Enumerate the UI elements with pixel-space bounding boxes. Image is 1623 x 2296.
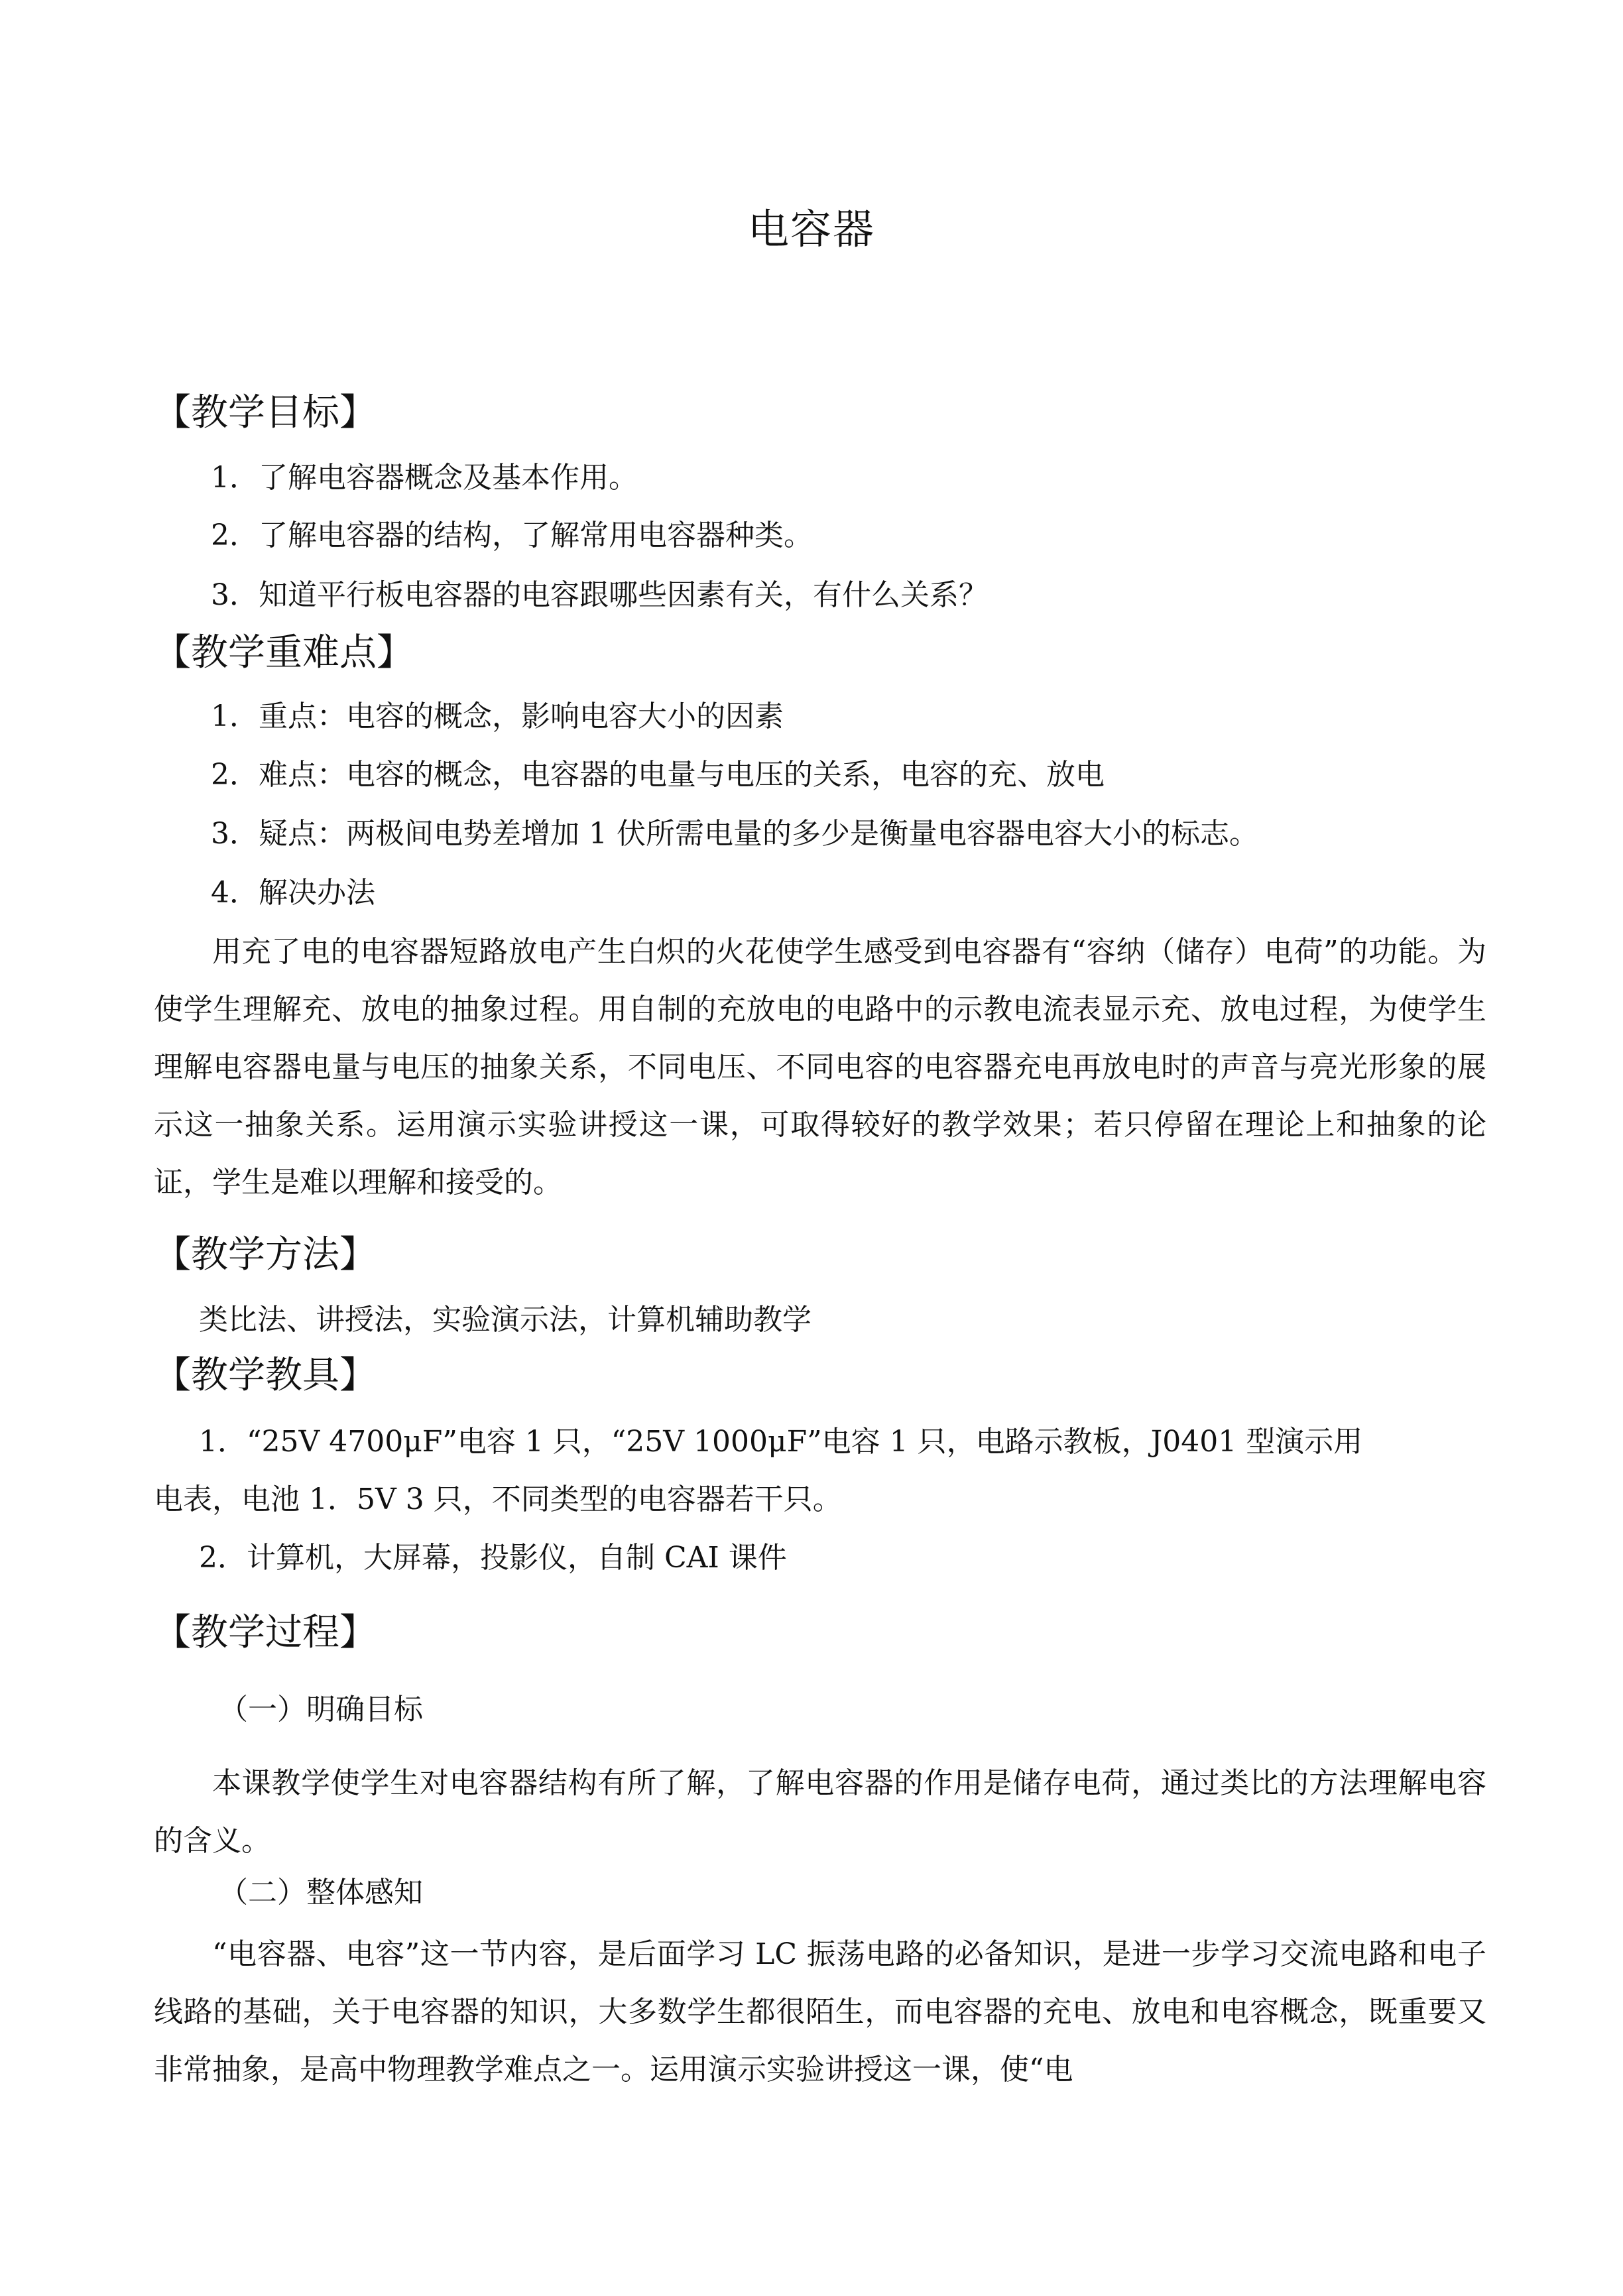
process-subheading-2: （二）整体感知: [219, 1876, 423, 1909]
process-subheading-1: （一）明确目标: [219, 1693, 423, 1726]
heading-tools: 【教学教具】: [154, 1354, 377, 1397]
tools-item-1-line-1: 1．“25V 4700μF”电容 1 只，“25V 1000μF”电容 1 只，电路示教板，J0401 型演示用: [199, 1425, 1363, 1459]
tools-item-2: 2．计算机，大屏幕，投影仪，自制 CAI 课件: [199, 1541, 787, 1575]
heading-methods: 【教学方法】: [154, 1233, 377, 1276]
difficulty-solution-paragraph: 用充了电的电容器短路放电产生白炽的火花使学生感受到电容器有“容纳（储存）电荷”的功能。为使学生理解充、放电的抽象过程。用自制的充放电的电路中的示教电流表显示充、放电过程，为使学生理解电容器电量与电压的抽象关系，不同电压、不同电容的电容器充电再放电时的声音与亮光形象的展示这一抽象关系。运用演示实验讲授这一课，可取得较好的教学效果；若只停留在理论上和抽象的论证，学生是难以理解和接受的。: [154, 935, 1486, 1199]
difficulty-item-1: 1．重点：电容的概念，影响电容大小的因素: [211, 699, 784, 733]
process-paragraph-1: 本课教学使学生对电容器结构有所了解，了解电容器的作用是储存电荷，通过类比的方法理解电容的含义。: [154, 1766, 1486, 1858]
objective-item-3: 3．知道平行板电容器的电容跟哪些因素有关，有什么关系？: [211, 578, 988, 612]
difficulty-item-4: 4．解决办法: [211, 876, 375, 910]
methods-text: 类比法、讲授法，实验演示法，计算机辅助教学: [199, 1303, 812, 1337]
heading-difficulties: 【教学重难点】: [154, 631, 414, 674]
objective-item-1: 1．了解电容器概念及基本作用。: [211, 461, 638, 495]
objective-item-2: 2．了解电容器的结构，了解常用电容器种类。: [211, 518, 813, 552]
process-paragraph-2: “电容器、电容”这一节内容，是后面学习 LC 振荡电路的必备知识，是进一步学习交流电路和电子线路的基础，关于电容器的知识，大多数学生都很陌生，而电容器的充电、放电和电容概念，既重要又非常抽象，是高中物理教学难点之一。运用演示实验讲授这一课，使“电: [154, 1937, 1486, 2086]
difficulty-item-3: 3．疑点：两极间电势差增加 1 伏所需电量的多少是衡量电容器电容大小的标志。: [211, 817, 1258, 851]
heading-objectives: 【教学目标】: [154, 391, 377, 434]
tools-item-1-line-2: 电表，电池 1．5V 3 只，不同类型的电容器若干只。: [154, 1482, 842, 1516]
heading-process: 【教学过程】: [154, 1611, 377, 1654]
difficulty-item-2: 2．难点：电容的概念，电容器的电量与电压的关系，电容的充、放电: [211, 758, 1105, 792]
page-title: 电容器: [747, 205, 875, 253]
